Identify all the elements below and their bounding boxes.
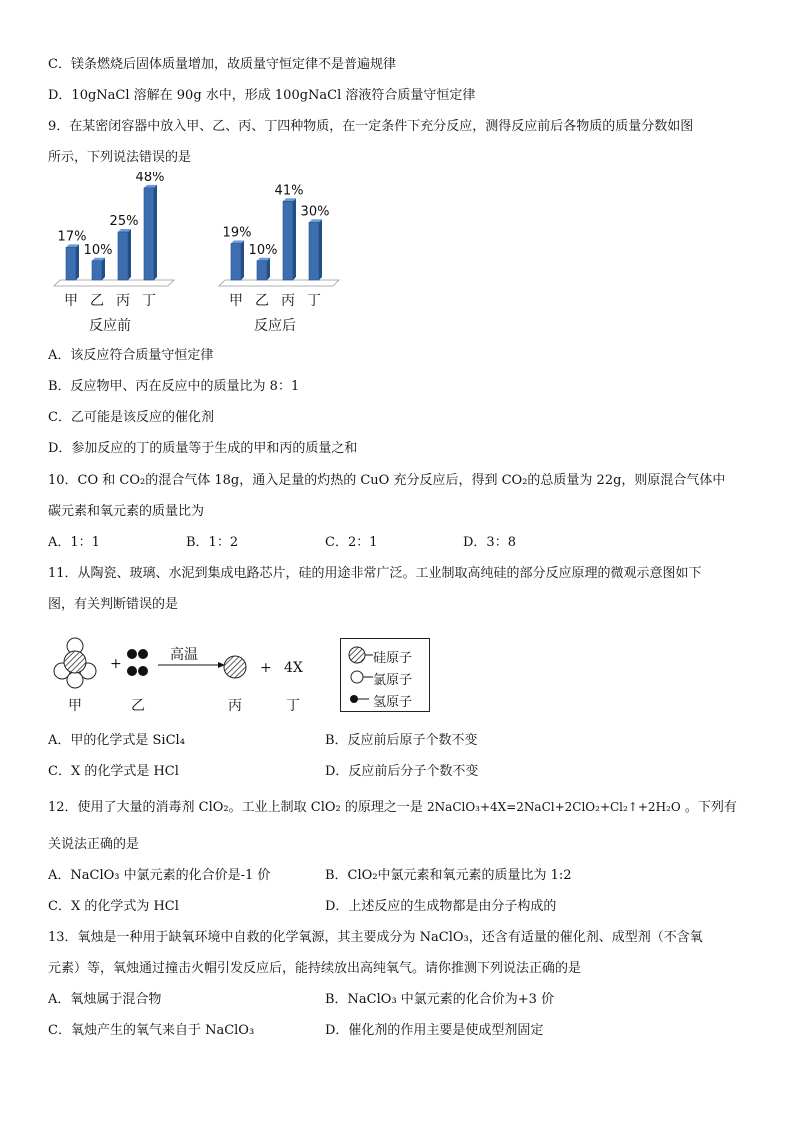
category-label: 丙 bbox=[281, 293, 295, 309]
q13-stem-line1: 13．氧烛是一种用于缺氧环境中自救的化学氧源，其主要成分为 NaClO₃，还含有适量的催化剂、成型剂（不含氧 bbox=[48, 930, 703, 945]
q11-option-d: D．反应前后分子个数不变 bbox=[325, 764, 479, 779]
bar-丁 bbox=[309, 222, 319, 280]
bar-value-label: 48% bbox=[135, 172, 165, 185]
bar-丙 bbox=[118, 232, 128, 280]
legend-h-icon bbox=[350, 695, 358, 703]
q8-option-d: D．10gNaCl 溶解在 90g 水中，形成 100gNaCl 溶液符合质量守恒定律 bbox=[48, 88, 476, 103]
category-label: 丁 bbox=[307, 293, 321, 309]
q9-option-c: C．乙可能是该反应的催化剂 bbox=[48, 410, 214, 425]
q9-option-b: B．反应物甲、丙在反应中的质量比为 8：1 bbox=[48, 379, 300, 394]
q10-option-a: A．1：1 bbox=[48, 535, 100, 550]
legend-h: 氢原子 bbox=[373, 695, 413, 710]
bar-丙 bbox=[283, 201, 293, 280]
category-label: 乙 bbox=[90, 293, 104, 309]
molecule-h2 bbox=[127, 649, 148, 676]
q10-option-b: B．1：2 bbox=[186, 535, 239, 550]
atom-legend bbox=[340, 638, 430, 712]
q12-stem-line1 bbox=[48, 798, 737, 817]
label-jia: 甲 bbox=[68, 698, 82, 714]
bar-side bbox=[128, 229, 131, 280]
chart-title: 反应后 bbox=[254, 318, 296, 334]
category-label: 甲 bbox=[229, 293, 243, 309]
label-yi: 乙 bbox=[131, 698, 145, 714]
bar-value-label: 30% bbox=[300, 204, 330, 220]
chart-after bbox=[219, 183, 339, 334]
q10-stem-line2: 碳元素和氧元素的质量比为 bbox=[48, 504, 205, 519]
bar-value-label: 41% bbox=[274, 183, 304, 199]
category-label: 甲 bbox=[64, 293, 78, 309]
bar-side bbox=[293, 198, 296, 280]
bar-side bbox=[267, 258, 270, 280]
bar-value-label: 10% bbox=[248, 242, 278, 258]
q9-option-a: A．该反应符合质量守恒定律 bbox=[48, 348, 214, 363]
bar-side bbox=[154, 185, 157, 280]
legend-symbols bbox=[345, 643, 375, 709]
bar-side bbox=[76, 244, 79, 280]
q11-option-a: A．甲的化学式是 SiCl₄ bbox=[48, 733, 185, 748]
q9-stem-line2: 所示，下列说法错误的是 bbox=[48, 150, 192, 165]
q9-stem-line1: 9．在某密闭容器中放入甲、乙、丙、丁四种物质，在一定条件下充分反应，测得反应前后各物质的质量分数如图 bbox=[48, 119, 694, 134]
legend-cl-icon bbox=[351, 671, 363, 683]
atom-si bbox=[224, 656, 246, 678]
q13-option-b: B．NaClO₃ 中氯元素的化合价为+3 价 bbox=[325, 992, 555, 1007]
bar-甲 bbox=[231, 244, 241, 280]
chart-floor bbox=[54, 280, 174, 286]
q12-option-d: D．上述反应的生成物都是由分子构成的 bbox=[325, 899, 557, 914]
bar-value-label: 10% bbox=[83, 242, 113, 258]
legend-cl: 氯原子 bbox=[373, 673, 413, 688]
chart-floor bbox=[219, 280, 339, 286]
chart-before bbox=[54, 172, 174, 334]
bar-丁 bbox=[144, 188, 154, 280]
q12-stem-pre: 12．使用了大量的消毒剂 ClO₂。工业上制取 ClO₂ 的原理之一是 bbox=[48, 800, 428, 815]
q11-stem-line1: 11．从陶瓷、玻璃、水泥到集成电路芯片，硅的用途非常广泛。工业制取高纯硅的部分反应原理的微观示意图如下 bbox=[48, 566, 702, 581]
reaction-condition: 高温 bbox=[170, 647, 198, 663]
q9-option-d: D．参加反应的丁的质量等于生成的甲和丙的质量之和 bbox=[48, 441, 358, 456]
bar-乙 bbox=[92, 261, 102, 280]
q13-stem-line2: 元素）等，氧烛通过撞击火帽引发反应后，能持续放出高纯氧气。请你推测下列说法正确的是 bbox=[48, 961, 582, 976]
q10-stem-line1: 10．CO 和 CO₂的混合气体 18g，通入足量的灼热的 CuO 充分反应后，得到 CO₂的总质量为 22g，则原混合气体中 bbox=[48, 473, 726, 488]
label-bing: 丙 bbox=[228, 698, 242, 714]
q8-option-c: C．镁条燃烧后固体质量增加，故质量守恒定律不是普遍规律 bbox=[48, 57, 396, 72]
q11-stem-line2: 图，有关判断错误的是 bbox=[48, 597, 179, 612]
legend-si: 硅原子 bbox=[373, 651, 413, 666]
q12-stem-post: 。下列有 bbox=[680, 800, 737, 815]
q12-stem-line2: 关说法正确的是 bbox=[48, 837, 140, 852]
q13-option-d: D．催化剂的作用主要是使成型剂固定 bbox=[325, 1023, 544, 1038]
q13-option-c: C．氧烛产生的氧气来自于 NaClO₃ bbox=[48, 1023, 255, 1038]
q13-option-a: A．氧烛属于混合物 bbox=[48, 992, 162, 1007]
bar-甲 bbox=[66, 247, 76, 280]
q10-option-d: D．3：8 bbox=[463, 535, 516, 550]
bar-side bbox=[102, 258, 105, 280]
chart-title: 反应前 bbox=[89, 318, 131, 334]
category-label: 乙 bbox=[255, 293, 269, 309]
q10-option-c: C．2：1 bbox=[325, 535, 378, 550]
bar-乙 bbox=[257, 261, 267, 280]
label-ding: 丁 bbox=[286, 698, 300, 714]
q9-bar-charts bbox=[48, 172, 348, 338]
molecule-sicl4 bbox=[54, 638, 96, 688]
q11-option-c: C．X 的化学式是 HCl bbox=[48, 764, 179, 779]
plus-1: + bbox=[110, 656, 122, 672]
q12-option-b: B．ClO₂中氯元素和氧元素的质量比为 1:2 bbox=[325, 868, 572, 883]
plus-2: + bbox=[260, 660, 272, 676]
q12-equation: 2NaClO₃+4X=2NaCl+2ClO₂+Cl₂↑+2H₂O bbox=[427, 800, 681, 814]
bar-value-label: 25% bbox=[109, 214, 139, 229]
bar-value-label: 17% bbox=[57, 229, 87, 245]
category-label: 丁 bbox=[142, 293, 156, 309]
bar-value-label: 19% bbox=[222, 225, 252, 241]
legend-si-icon bbox=[349, 647, 365, 663]
category-label: 丙 bbox=[116, 293, 130, 309]
product-4x: 4X bbox=[284, 660, 303, 676]
q11-option-b: B．反应前后原子个数不变 bbox=[325, 733, 478, 748]
bar-side bbox=[241, 241, 244, 280]
q12-option-c: C．X 的化学式为 HCl bbox=[48, 899, 179, 914]
q12-option-a: A．NaClO₃ 中氯元素的化合价是-1 价 bbox=[48, 868, 271, 883]
bar-side bbox=[319, 219, 322, 280]
q11-reaction-diagram bbox=[48, 632, 338, 716]
